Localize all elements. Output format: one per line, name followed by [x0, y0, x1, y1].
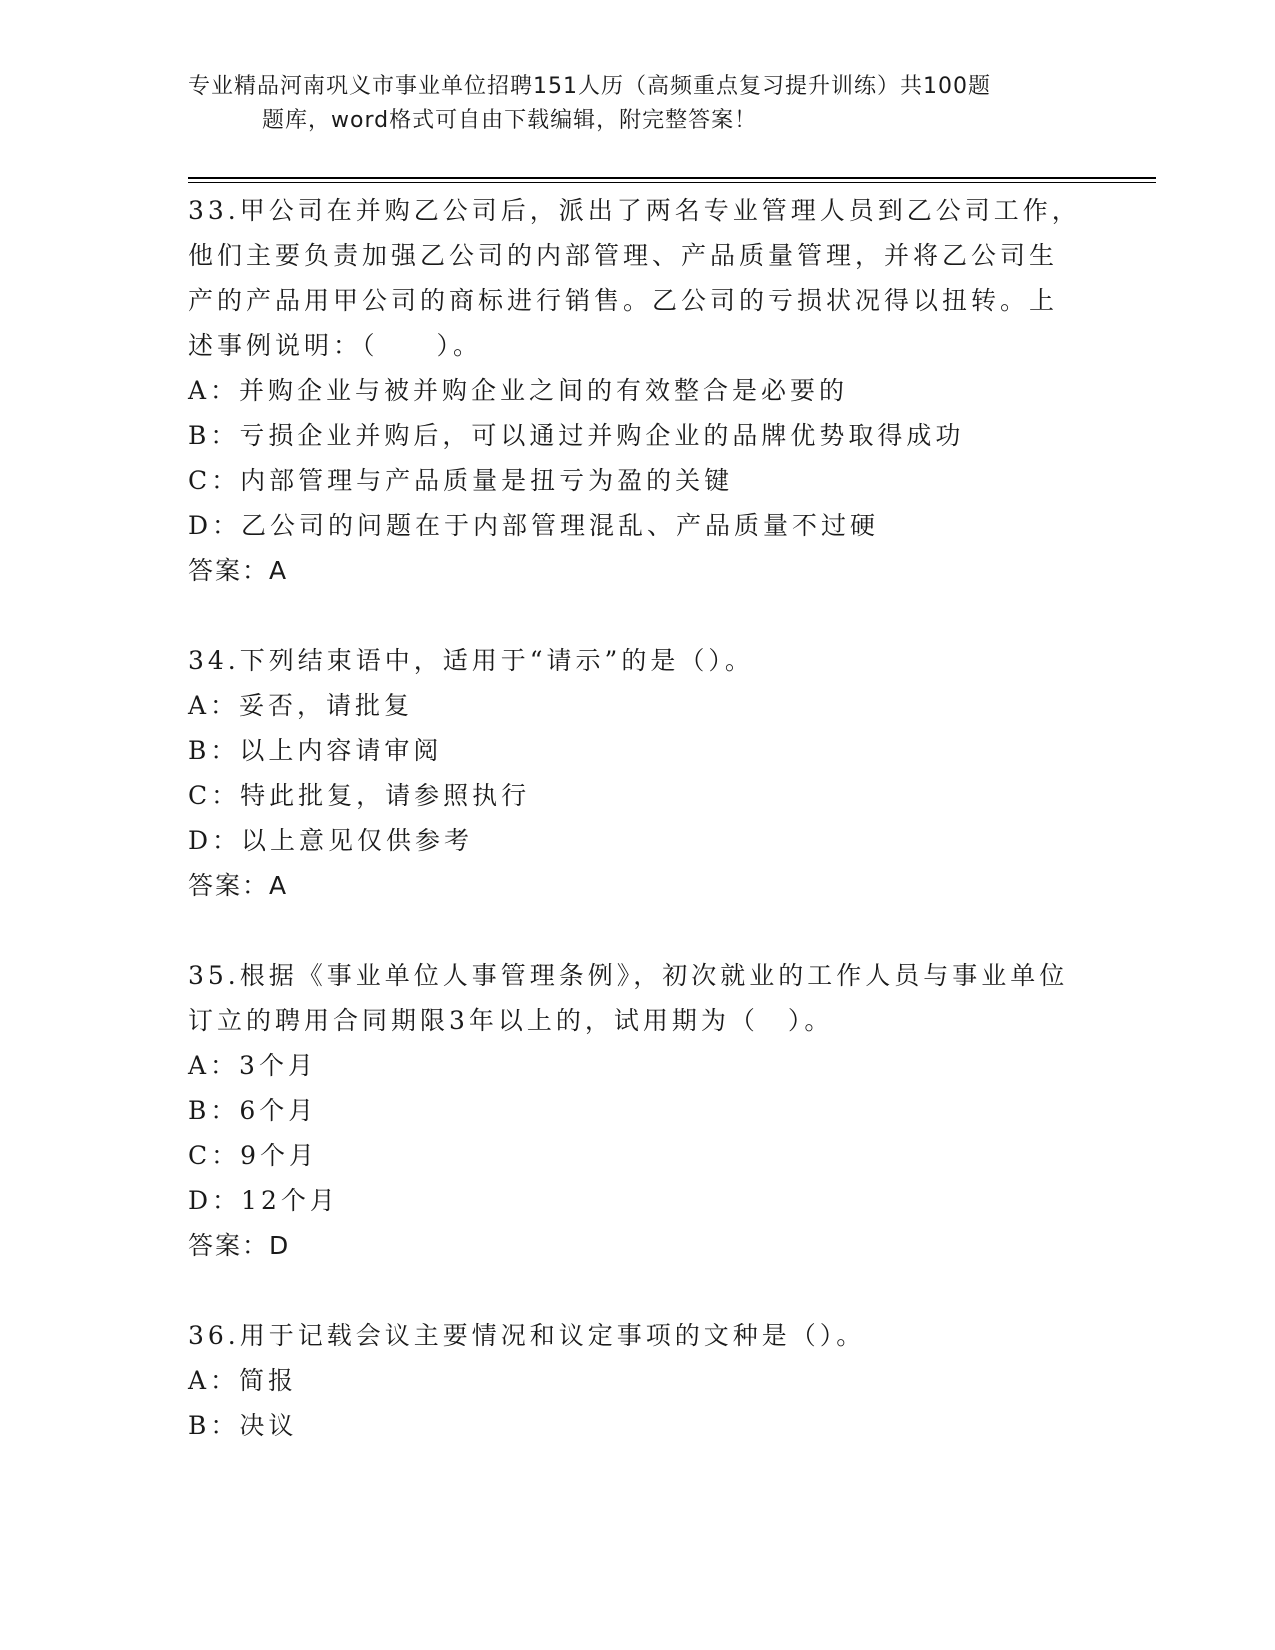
question-35 [188, 953, 1088, 1268]
answer-line: 答案：A [188, 556, 289, 585]
option-c: C：9个月 [188, 1141, 319, 1170]
question-stem [188, 188, 1088, 368]
option-a: A：妥否，请批复 [188, 691, 414, 720]
question-stem-line: 35.根据《事业单位人事管理条例》，初次就业的工作人员与事业单位 [188, 961, 1069, 990]
option-d: D：以上意见仅供参考 [188, 826, 474, 855]
question-list [188, 188, 1088, 1448]
option-b: B：决议 [188, 1411, 298, 1440]
option-c: C：内部管理与产品质量是扭亏为盈的关键 [188, 466, 734, 495]
option-a: A：3个月 [188, 1051, 317, 1080]
option-c: C：特此批复，请参照执行 [188, 781, 531, 810]
header-divider-thick [188, 177, 1156, 179]
question-36 [188, 1313, 1088, 1448]
question-spacer [188, 593, 1088, 638]
question-spacer [188, 908, 1088, 953]
document-header [188, 70, 1088, 138]
option-d: D：乙公司的问题在于内部管理混乱、产品质量不过硬 [188, 511, 880, 540]
header-title-line-1: 专业精品河南巩义市事业单位招聘151人历（高频重点复习提升训练）共100题 [188, 74, 991, 99]
question-spacer [188, 1268, 1088, 1313]
question-stem-line: 述事例说明：（ ）。 [188, 331, 483, 360]
header-title-line-2: 题库，word格式可自由下载编辑，附完整答案！ [262, 108, 758, 133]
question-stem-line: 订立的聘用合同期限3年以上的，试用期为（ ）。 [188, 1006, 834, 1035]
question-34 [188, 638, 1088, 908]
question-stem-line: 36.用于记载会议主要情况和议定事项的文种是（）。 [188, 1321, 866, 1350]
question-stem-line: 34.下列结束语中，适用于“请示”的是（）。 [188, 646, 754, 675]
answer-line: 答案：A [188, 871, 289, 900]
question-stem [188, 953, 1088, 1043]
question-stem [188, 638, 1088, 683]
option-a: A：并购企业与被并购企业之间的有效整合是必要的 [188, 376, 849, 405]
option-d: D：12个月 [188, 1186, 339, 1215]
question-stem-line: 他们主要负责加强乙公司的内部管理、产品质量管理，并将乙公司生 [188, 241, 1059, 270]
option-b: B：亏损企业并购后，可以通过并购企业的品牌优势取得成功 [188, 421, 965, 450]
question-33 [188, 188, 1088, 593]
option-b: B：以上内容请审阅 [188, 736, 443, 765]
option-a: A：简报 [188, 1366, 298, 1395]
question-stem-line: 产的产品用甲公司的商标进行销售。乙公司的亏损状况得以扭转。上 [188, 286, 1059, 315]
answer-line: 答案：D [188, 1231, 291, 1260]
header-divider-thin [188, 182, 1156, 183]
question-stem-line: 33.甲公司在并购乙公司后，派出了两名专业管理人员到乙公司工作， [188, 196, 1081, 225]
option-b: B：6个月 [188, 1096, 318, 1125]
question-stem [188, 1313, 1088, 1358]
